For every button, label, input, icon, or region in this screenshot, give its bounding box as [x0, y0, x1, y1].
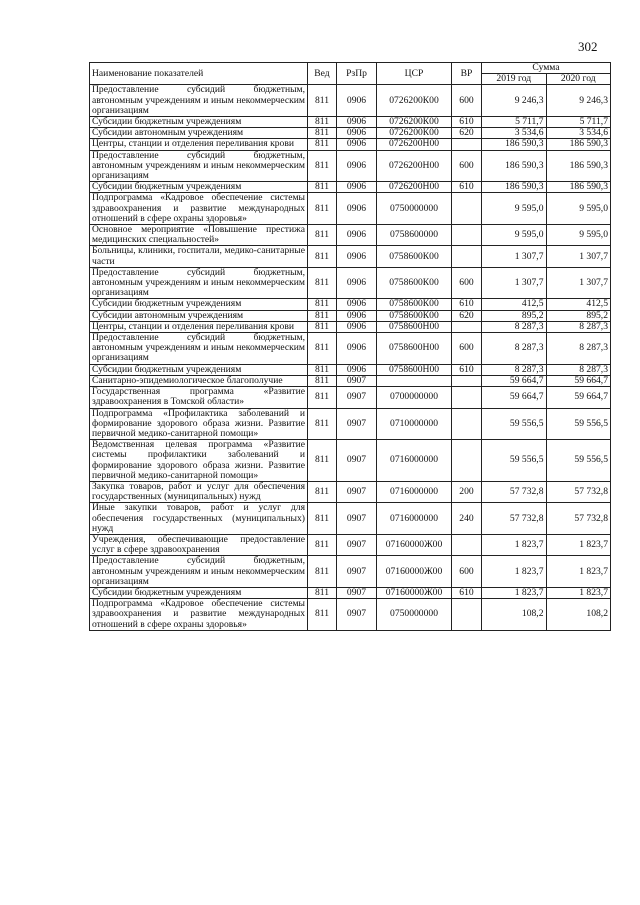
row-rzpr: 0906 [337, 193, 377, 225]
row-vr: 240 [452, 503, 482, 535]
row-ved: 811 [308, 267, 337, 299]
row-ved: 811 [308, 481, 337, 502]
row-ved: 811 [308, 534, 337, 555]
row-rzpr: 0907 [337, 556, 377, 588]
row-ved: 811 [308, 333, 337, 365]
row-ved: 811 [308, 85, 337, 117]
row-sum-2020: 59 556,5 [546, 408, 611, 440]
row-name: Государственная программа «Развитие здравоохранения в Томской области» [90, 387, 308, 408]
row-ved: 811 [308, 587, 337, 598]
row-vr [452, 375, 482, 386]
row-sum-2020: 3 534,6 [546, 128, 611, 139]
row-name: Основное мероприятие «Повышение престижа медицинских специальностей» [90, 225, 308, 246]
row-csr: 0726200Н00 [377, 150, 452, 182]
row-sum-2019: 9 595,0 [482, 225, 547, 246]
row-ved: 811 [308, 310, 337, 321]
table-row [90, 534, 611, 555]
row-ved: 811 [308, 387, 337, 408]
row-name: Предоставление субсидий бюджетным, автономным учреждениям и иным некоммерческим организациям [90, 267, 308, 299]
table-row [90, 128, 611, 139]
table-row [90, 587, 611, 598]
row-name: Центры, станции и отделения переливания крови [90, 321, 308, 332]
table-body [90, 85, 611, 630]
row-name: Предоставление субсидий бюджетным, автономным учреждениям и иным некоммерческим организациям [90, 150, 308, 182]
page-number: 302 [578, 39, 598, 54]
row-sum-2019: 59 664,7 [482, 387, 547, 408]
row-ved: 811 [308, 321, 337, 332]
row-sum-2020: 59 556,5 [546, 440, 611, 482]
row-name: Предоставление субсидий бюджетным, автономным учреждениям и иным некоммерческим организациям [90, 85, 308, 117]
row-name: Закупка товаров, работ и услуг для обеспечения государственных (муниципальных) нужд [90, 481, 308, 502]
row-rzpr: 0907 [337, 375, 377, 386]
row-vr [452, 599, 482, 631]
row-csr: 0758600000 [377, 225, 452, 246]
row-rzpr: 0907 [337, 599, 377, 631]
row-sum-2020: 9 595,0 [546, 193, 611, 225]
row-rzpr: 0906 [337, 85, 377, 117]
row-csr: 0758600К00 [377, 310, 452, 321]
row-vr: 610 [452, 364, 482, 375]
row-ved: 811 [308, 556, 337, 588]
row-sum-2020: 57 732,8 [546, 481, 611, 502]
row-rzpr: 0906 [337, 267, 377, 299]
row-vr [452, 321, 482, 332]
row-csr: 0750000000 [377, 599, 452, 631]
row-sum-2020: 1 307,7 [546, 267, 611, 299]
row-ved: 811 [308, 139, 337, 150]
row-vr [452, 139, 482, 150]
row-sum-2019: 5 711,7 [482, 117, 547, 128]
row-vr: 610 [452, 117, 482, 128]
row-sum-2020: 1 307,7 [546, 246, 611, 267]
row-ved: 811 [308, 408, 337, 440]
row-rzpr: 0906 [337, 310, 377, 321]
row-name: Подпрограмма «Кадровое обеспечение системы здравоохранения и развитие международных отношений в сфере охраны здоровья» [90, 599, 308, 631]
row-rzpr: 0906 [337, 364, 377, 375]
row-sum-2019: 186 590,3 [482, 150, 547, 182]
header-name: Наименование показателей [90, 63, 308, 85]
row-sum-2019: 9 246,3 [482, 85, 547, 117]
row-vr: 620 [452, 128, 482, 139]
row-sum-2020: 186 590,3 [546, 139, 611, 150]
row-vr [452, 440, 482, 482]
row-sum-2020: 5 711,7 [546, 117, 611, 128]
row-sum-2019: 1 823,7 [482, 556, 547, 588]
table-row [90, 182, 611, 193]
row-vr [452, 246, 482, 267]
table-row [90, 193, 611, 225]
row-sum-2019: 1 307,7 [482, 246, 547, 267]
row-csr: 0726200Н00 [377, 182, 452, 193]
row-vr: 620 [452, 310, 482, 321]
row-name: Субсидии автономным учреждениям [90, 310, 308, 321]
table-row [90, 321, 611, 332]
row-ved: 811 [308, 440, 337, 482]
row-ved: 811 [308, 117, 337, 128]
table-row [90, 364, 611, 375]
row-vr: 200 [452, 481, 482, 502]
row-rzpr: 0906 [337, 182, 377, 193]
row-csr: 0750000000 [377, 193, 452, 225]
table-row [90, 503, 611, 535]
table-row [90, 299, 611, 310]
row-sum-2020: 8 287,3 [546, 333, 611, 365]
row-rzpr: 0906 [337, 139, 377, 150]
row-name: Субсидии бюджетным учреждениям [90, 182, 308, 193]
row-csr: 07160000Ж00 [377, 534, 452, 555]
row-csr: 07160000Ж00 [377, 587, 452, 598]
row-rzpr: 0907 [337, 408, 377, 440]
row-name: Субсидии бюджетным учреждениям [90, 299, 308, 310]
row-csr: 0758600К00 [377, 267, 452, 299]
row-vr [452, 225, 482, 246]
row-vr: 600 [452, 556, 482, 588]
table-row [90, 387, 611, 408]
header-ved: Вед [308, 63, 337, 85]
table-row [90, 333, 611, 365]
table-row [90, 225, 611, 246]
row-csr: 0758600Н00 [377, 364, 452, 375]
row-csr: 0758600Н00 [377, 333, 452, 365]
row-ved: 811 [308, 225, 337, 246]
row-sum-2019: 3 534,6 [482, 128, 547, 139]
row-name: Предоставление субсидий бюджетным, автономным учреждениям и иным некоммерческим организациям [90, 333, 308, 365]
row-csr: 0716000000 [377, 503, 452, 535]
row-rzpr: 0906 [337, 299, 377, 310]
header-year-2020: 2020 год [546, 74, 611, 85]
row-sum-2020: 1 823,7 [546, 556, 611, 588]
row-sum-2019: 1 823,7 [482, 587, 547, 598]
table-row [90, 139, 611, 150]
row-vr: 600 [452, 267, 482, 299]
row-sum-2020: 9 595,0 [546, 225, 611, 246]
table-row [90, 556, 611, 588]
row-name: Субсидии автономным учреждениям [90, 128, 308, 139]
row-rzpr: 0907 [337, 440, 377, 482]
row-rzpr: 0907 [337, 481, 377, 502]
table-row [90, 599, 611, 631]
row-rzpr: 0907 [337, 387, 377, 408]
row-name: Учреждения, обеспечивающие предоставление услуг в сфере здравоохранения [90, 534, 308, 555]
row-csr: 0758600Н00 [377, 321, 452, 332]
row-vr: 610 [452, 299, 482, 310]
row-csr: 0716000000 [377, 481, 452, 502]
header-vr: ВР [452, 63, 482, 85]
row-sum-2020: 8 287,3 [546, 364, 611, 375]
row-ved: 811 [308, 128, 337, 139]
row-name: Центры, станции и отделения переливания крови [90, 139, 308, 150]
row-ved: 811 [308, 193, 337, 225]
row-csr: 07160000Ж00 [377, 556, 452, 588]
header-row-1 [90, 63, 611, 74]
row-sum-2020: 895,2 [546, 310, 611, 321]
budget-table [89, 62, 611, 631]
row-sum-2019: 9 595,0 [482, 193, 547, 225]
row-vr: 610 [452, 587, 482, 598]
row-sum-2020: 186 590,3 [546, 150, 611, 182]
row-rzpr: 0907 [337, 534, 377, 555]
row-rzpr: 0906 [337, 321, 377, 332]
row-ved: 811 [308, 375, 337, 386]
header-rzpr: РзПр [337, 63, 377, 85]
row-ved: 811 [308, 299, 337, 310]
row-ved: 811 [308, 503, 337, 535]
row-name: Субсидии бюджетным учреждениям [90, 364, 308, 375]
row-rzpr: 0906 [337, 128, 377, 139]
row-vr [452, 534, 482, 555]
row-sum-2020: 8 287,3 [546, 321, 611, 332]
row-sum-2019: 8 287,3 [482, 333, 547, 365]
row-vr [452, 193, 482, 225]
row-csr: 0758600К00 [377, 246, 452, 267]
header-year-2019: 2019 год [482, 74, 547, 85]
row-name: Санитарно-эпидемиологическое благополучие [90, 375, 308, 386]
row-csr [377, 375, 452, 386]
row-sum-2020: 412,5 [546, 299, 611, 310]
row-ved: 811 [308, 246, 337, 267]
row-sum-2019: 8 287,3 [482, 364, 547, 375]
table-row [90, 85, 611, 117]
table-row [90, 440, 611, 482]
row-name: Иные закупки товаров, работ и услуг для обеспечения государственных (муниципальных) нужд [90, 503, 308, 535]
row-sum-2019: 1 823,7 [482, 534, 547, 555]
row-sum-2019: 57 732,8 [482, 503, 547, 535]
row-sum-2019: 1 307,7 [482, 267, 547, 299]
row-sum-2020: 59 664,7 [546, 387, 611, 408]
table-row [90, 150, 611, 182]
row-sum-2019: 895,2 [482, 310, 547, 321]
header-sum: Сумма [482, 63, 611, 74]
row-vr: 600 [452, 333, 482, 365]
row-vr: 600 [452, 85, 482, 117]
row-ved: 811 [308, 599, 337, 631]
table-row [90, 246, 611, 267]
table-row [90, 310, 611, 321]
row-name: Субсидии бюджетным учреждениям [90, 587, 308, 598]
row-sum-2020: 9 246,3 [546, 85, 611, 117]
row-rzpr: 0906 [337, 117, 377, 128]
table-header [90, 63, 611, 85]
row-sum-2019: 412,5 [482, 299, 547, 310]
row-sum-2019: 186 590,3 [482, 182, 547, 193]
row-csr: 0716000000 [377, 440, 452, 482]
row-sum-2020: 186 590,3 [546, 182, 611, 193]
row-csr: 0726200К00 [377, 117, 452, 128]
row-sum-2019: 108,2 [482, 599, 547, 631]
row-name: Ведомственная целевая программа «Развитие системы профилактики заболеваний и формирование здорового образа жизни. Развитие первичной медико-санитарной помощи» [90, 440, 308, 482]
row-csr: 0726200К00 [377, 85, 452, 117]
row-rzpr: 0906 [337, 225, 377, 246]
row-csr: 0726200Н00 [377, 139, 452, 150]
row-sum-2019: 8 287,3 [482, 321, 547, 332]
row-sum-2020: 59 664,7 [546, 375, 611, 386]
row-sum-2020: 1 823,7 [546, 587, 611, 598]
row-rzpr: 0906 [337, 150, 377, 182]
row-rzpr: 0907 [337, 503, 377, 535]
row-name: Подпрограмма «Профилактика заболеваний и формирование здорового образа жизни. Развитие первичной медико-санитарной помощи» [90, 408, 308, 440]
table-row [90, 375, 611, 386]
row-sum-2019: 59 556,5 [482, 408, 547, 440]
row-csr: 0710000000 [377, 408, 452, 440]
row-vr [452, 408, 482, 440]
row-vr: 610 [452, 182, 482, 193]
row-vr [452, 387, 482, 408]
table-row [90, 408, 611, 440]
row-sum-2019: 186 590,3 [482, 139, 547, 150]
row-csr: 0700000000 [377, 387, 452, 408]
row-ved: 811 [308, 150, 337, 182]
row-csr: 0726200К00 [377, 128, 452, 139]
row-sum-2020: 1 823,7 [546, 534, 611, 555]
row-rzpr: 0906 [337, 333, 377, 365]
header-csr: ЦСР [377, 63, 452, 85]
row-rzpr: 0907 [337, 587, 377, 598]
row-ved: 811 [308, 182, 337, 193]
row-rzpr: 0906 [337, 246, 377, 267]
table-row [90, 481, 611, 502]
row-sum-2020: 57 732,8 [546, 503, 611, 535]
row-name: Больницы, клиники, госпитали, медико-санитарные части [90, 246, 308, 267]
row-sum-2019: 59 664,7 [482, 375, 547, 386]
row-name: Подпрограмма «Кадровое обеспечение системы здравоохранения и развитие международных отношений в сфере охраны здоровья» [90, 193, 308, 225]
row-sum-2019: 57 732,8 [482, 481, 547, 502]
row-sum-2020: 108,2 [546, 599, 611, 631]
table-row [90, 267, 611, 299]
row-name: Субсидии бюджетным учреждениям [90, 117, 308, 128]
row-ved: 811 [308, 364, 337, 375]
row-csr: 0758600К00 [377, 299, 452, 310]
row-sum-2019: 59 556,5 [482, 440, 547, 482]
table-row [90, 117, 611, 128]
row-vr: 600 [452, 150, 482, 182]
row-name: Предоставление субсидий бюджетным, автономным учреждениям и иным некоммерческим организациям [90, 556, 308, 588]
